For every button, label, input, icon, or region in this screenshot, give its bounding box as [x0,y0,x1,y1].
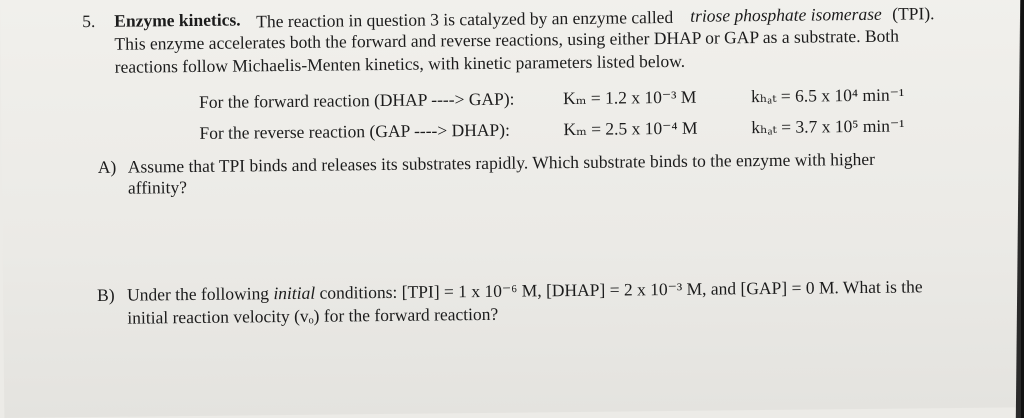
reaction-label: For the reverse reaction (GAP ----> DHAP): [199,119,511,143]
kcat-value: kₕₐₜ = 6.5 x 10⁴ min⁻¹ [750,84,905,107]
part-a-line1: Assume that TPI binds and releases its substrates rapidly. Which substrate binds to the enzyme with higher [127,148,876,177]
km-value: Kₘ = 1.2 x 10⁻³ M [562,86,697,109]
km-value: Kₘ = 2.5 x 10⁻⁴ M [563,117,698,140]
enzyme-abbrev: (TPI). [892,3,935,24]
part-b-line1 [127,278,923,304]
part-a-line2: affinity? [127,177,188,198]
question-line2: This enzyme accelerates both the forward and reverse reactions, using either DHAP or GAP as a substrate. Both [114,25,900,54]
reaction-label: For the forward reaction (DHAP ----> GAP): [198,88,515,112]
part-b-line1-post: conditions: [TPI] = 1 x 10⁻⁶ M, [DHAP] = 2 x 10⁻³ M, and [GAP] = 0 M. What is the [319,276,923,303]
part-a-letter: A) [97,156,117,177]
part-b-line2: initial reaction velocity (vₒ) for the forward reaction? [127,303,499,328]
enzyme-name: triose phosphate isomerase [690,3,882,26]
part-b-line1-pre: Under the following [126,283,270,305]
part-b-letter: B) [96,284,115,305]
question-number: 5. [82,11,96,32]
part-b-line1-italic: initial [273,282,316,304]
kcat-value: kₕₐₜ = 3.7 x 10⁵ min⁻¹ [751,115,905,138]
question-line3: reactions follow Michaelis-Menten kinetics, with kinetic parameters listed below. [114,50,686,77]
question-line1-text: The reaction in question 3 is catalyzed by an enzyme called [256,6,674,32]
question-title: Enzyme kinetics. [114,9,241,31]
